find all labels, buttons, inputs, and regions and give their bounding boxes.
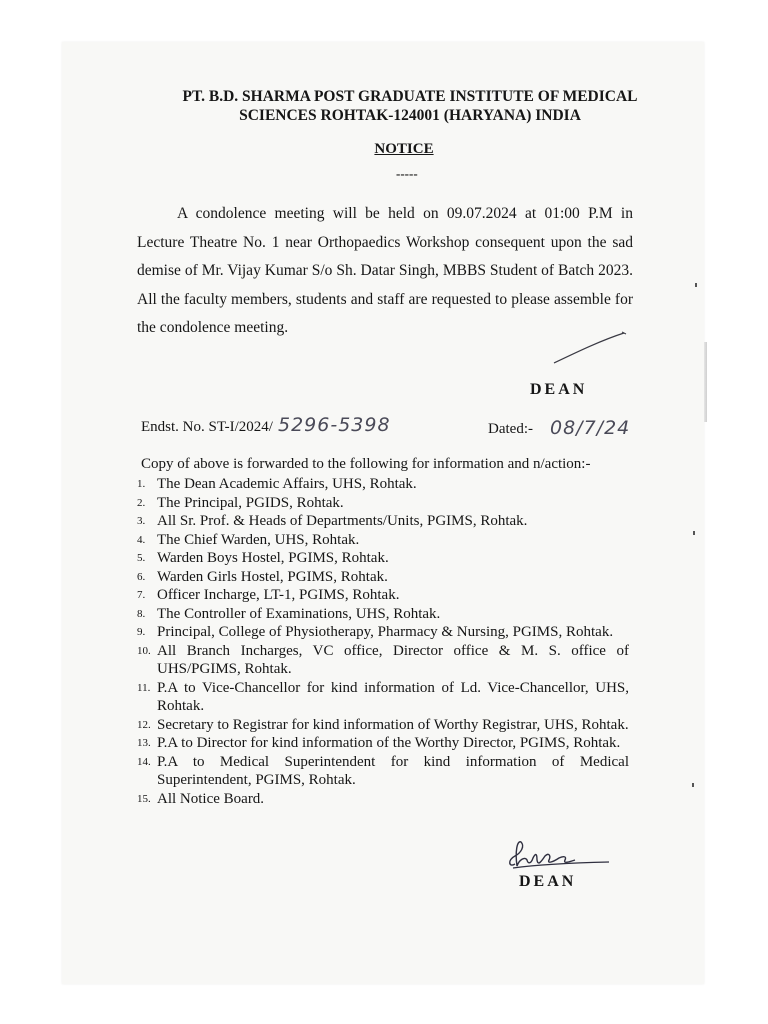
distribution-list: [137, 475, 629, 808]
distribution-item-text: The Principal, PGIDS, Rohtak.: [157, 494, 344, 511]
distribution-item-number: 13.: [137, 737, 151, 749]
distribution-item-text: Secretary to Registrar for kind information of Worthy Registrar, UHS, Rohtak.: [157, 716, 629, 733]
distribution-item-text: Warden Boys Hostel, PGIMS, Rohtak.: [157, 550, 389, 566]
distribution-item-text: Warden Girls Hostel, PGIMS, Rohtak.: [157, 568, 388, 585]
distribution-item-number: 10.: [137, 644, 151, 657]
distribution-item-text: All Notice Board.: [157, 790, 265, 807]
distribution-item-number: 14.: [137, 755, 151, 768]
institute-header: [150, 87, 670, 125]
distribution-item-text: The Dean Academic Affairs, UHS, Rohtak.: [157, 476, 417, 492]
distribution-item-text: P.A to Director for kind information of the Worthy Director, PGIMS, Rohtak.: [157, 735, 621, 751]
distribution-item-text: P.A to Vice-Chancellor for kind information of Ld. Vice-Chancellor, UHS, Rohtak.: [157, 679, 629, 714]
header-line-2: SCIENCES ROHTAK-124001 (HARYANA) INDIA: [239, 107, 581, 124]
notice-dash: -----: [396, 166, 418, 181]
scan-speck: [692, 783, 694, 787]
distribution-item: [137, 734, 629, 753]
distribution-item-text: Officer Incharge, LT-1, PGIMS, Rohtak.: [157, 587, 400, 603]
distribution-item-number: 8.: [137, 607, 146, 620]
distribution-item-number: 2.: [137, 496, 146, 509]
distribution-item-text: All Sr. Prof. & Heads of Departments/Units, PGIMS, Rohtak.: [157, 513, 528, 529]
endorsement-number-label: Endst. No. ST-I/2024/: [141, 419, 273, 435]
signature-stroke-icon: [552, 330, 632, 366]
notice-body: A condolence meeting will be held on 09.07.2024 at 01:00 P.M in Lecture Theatre No. 1 near Orthopaedics Workshop consequent upon the sad demise of Mr. Vijay Kumar S/o Sh. Datar Singh, MBBS Student of Batch 2023. All the faculty members, students and staff are requested to please assemble for the condolence meeting.: [137, 205, 633, 336]
distribution-item-number: 11.: [137, 681, 151, 694]
scan-speck: [693, 531, 695, 535]
distribution-item-number: 9.: [137, 626, 146, 638]
distribution-item-number: 4.: [137, 533, 146, 546]
distribution-item: [137, 494, 629, 513]
handwritten-date: 08/7/24: [550, 417, 631, 439]
dean-designation-bottom: DEAN: [519, 873, 577, 890]
distribution-item-text: Principal, College of Physiotherapy, Pharmacy & Nursing, PGIMS, Rohtak.: [157, 624, 614, 640]
dean-designation-top: DEAN: [530, 381, 588, 398]
distribution-item-number: 12.: [137, 718, 151, 731]
distribution-item: [137, 512, 629, 531]
distribution-item-number: 5.: [137, 552, 146, 564]
distribution-item-number: 15.: [137, 792, 151, 805]
dated-label: Dated:-: [488, 421, 533, 437]
header-line-1: PT. B.D. SHARMA POST GRADUATE INSTITUTE OF MEDICAL: [182, 88, 638, 105]
distribution-item: [137, 605, 629, 624]
distribution-item-text: The Chief Warden, UHS, Rohtak.: [157, 531, 360, 548]
signature-icon: [505, 838, 615, 874]
distribution-item-text: P.A to Medical Superintendent for kind information of Medical Superintendent, PGIMS, Rohtak.: [157, 753, 629, 788]
endorsement-handwritten-number: 5296-5398: [278, 414, 391, 436]
distribution-item: [137, 753, 629, 790]
distribution-item: [137, 586, 629, 605]
copy-forward-line: Copy of above is forwarded to the following for information and n/action:-: [141, 456, 591, 472]
distribution-item: [137, 790, 629, 809]
distribution-item-text: All Branch Incharges, VC office, Director office & M. S. office of UHS/PGIMS, Rohtak.: [157, 642, 629, 677]
distribution-item: [137, 716, 629, 735]
distribution-item-text: The Controller of Examinations, UHS, Rohtak.: [157, 605, 441, 622]
notice-title: NOTICE: [374, 141, 434, 157]
distribution-item: [137, 568, 629, 587]
distribution-item-number: 6.: [137, 570, 146, 583]
distribution-item-number: 7.: [137, 589, 146, 601]
distribution-item: [137, 475, 629, 494]
distribution-item: [137, 642, 629, 679]
scan-speck: [695, 283, 697, 287]
distribution-item: [137, 623, 629, 642]
distribution-item-number: 3.: [137, 515, 146, 527]
distribution-item: [137, 549, 629, 568]
distribution-item-number: 1.: [137, 478, 146, 490]
distribution-item: [137, 531, 629, 550]
distribution-item: [137, 679, 629, 716]
